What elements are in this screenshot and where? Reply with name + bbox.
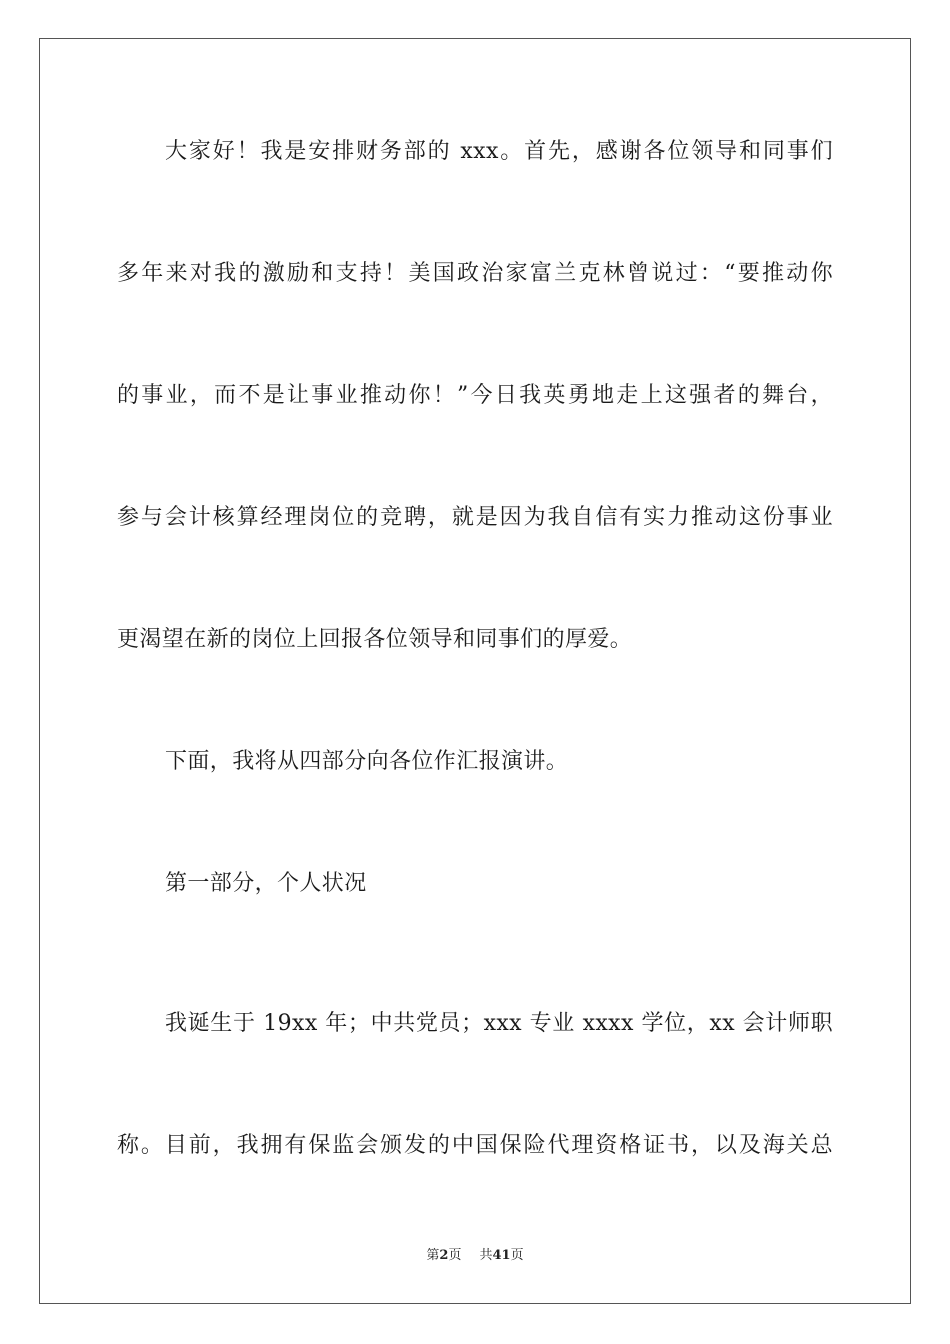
paragraph-line-3: 的事业，而不是让事业推动你！”今日我英勇地走上这强者的舞台， [117,383,833,408]
total-prefix: 共 [479,1248,493,1263]
section-heading: 第一部分，个人状况 [165,871,367,896]
page-suffix: 页 [448,1248,462,1263]
paragraph-line-1: 大家好！我是安排财务部的 xxx。首先，感谢各位领导和同事们 [165,139,833,164]
paragraph-line-6: 下面，我将从四部分向各位作汇报演讲。 [165,749,569,774]
page-frame [39,38,911,1304]
paragraph-line-2: 多年来对我的激励和支持！美国政治家富兰克林曾说过：“要推动你 [117,261,833,286]
paragraph-line-5: 更渴望在新的岗位上回报各位领导和同事们的厚爱。 [117,627,633,652]
total-suffix: 页 [510,1248,524,1263]
paragraph-line-4: 参与会计核算经理岗位的竞聘，就是因为我自信有实力推动这份事业 [117,505,833,530]
paragraph-line-8: 我诞生于 19xx 年；中共党员；xxx 专业 xxxx 学位，xx 会计师职 [165,1011,833,1036]
page-number: 2 [439,1248,449,1263]
page-prefix: 第 [426,1248,440,1263]
paragraph-line-9: 称。目前，我拥有保监会颁发的中国保险代理资格证书，以及海关总 [117,1133,833,1158]
page-footer [0,1247,950,1265]
total-pages: 41 [492,1248,511,1263]
